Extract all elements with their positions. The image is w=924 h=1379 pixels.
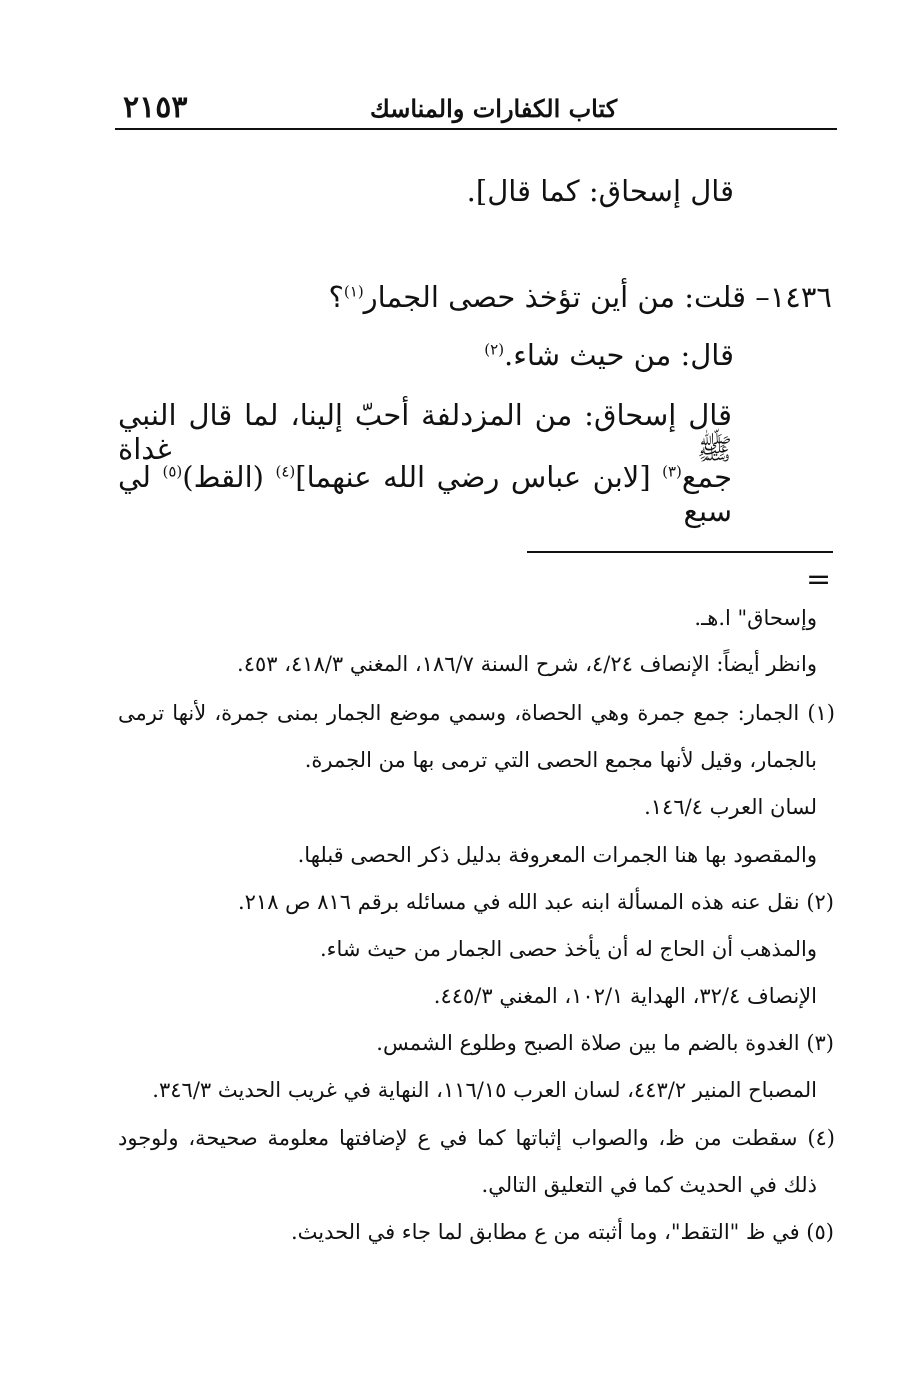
footnote-5: (٥) في ظ "التقط"، وما أثبته من ع مطابق لما جاء في الحديث. <box>290 1220 834 1244</box>
footnote-4: (٤) سقطت من ظ، والصواب إثباتها كما في ع لإضافتها معلومة صحيحة، ولوجود <box>118 1126 835 1150</box>
ishaq-text-part: (القط) <box>182 460 264 494</box>
footnote-ref-4: (٤) <box>275 462 296 481</box>
answer-line <box>484 338 734 372</box>
ishaq-line-2 <box>118 460 732 528</box>
main-line-ishaq-reply: قال إسحاق: كما قال]. <box>466 174 734 208</box>
question-number: ١٤٣٦– <box>755 280 832 314</box>
footnote-line: الإنصاف ٣٢/٤، الهداية ١٠٢/١، المغني ٤٤٥/٣. <box>433 984 817 1008</box>
question-mark: ؟ <box>328 280 344 314</box>
footnote-line: وانظر أيضاً: الإنصاف ٤/٢٤، شرح السنة ١٨٦/٧، المغني ٤١٨/٣، ٤٥٣. <box>237 652 817 676</box>
footnote-3: (٣) الغدوة بالضم ما بين صلاة الصبح وطلوع الشمس. <box>376 1031 834 1055</box>
answer-text: قال: من حيث شاء. <box>504 338 734 372</box>
continuation-mark: = <box>806 562 832 597</box>
footnote-line: ذلك في الحديث كما في التعليق التالي. <box>481 1173 817 1197</box>
footnote-ref-2: (٢) <box>484 340 505 359</box>
header-rule <box>115 128 837 130</box>
ishaq-text-part: لي سبع <box>118 460 732 528</box>
footnote-line: لسان العرب ١٤٦/٤. <box>644 795 817 819</box>
running-header <box>115 88 837 130</box>
footnote-ref-1: (١) <box>343 282 364 301</box>
footnote-separator <box>527 551 833 553</box>
ishaq-line-1: قال إسحاق: من المزدلفة أحبّ إلينا، لما قال النبي ﷺ غداة <box>118 398 732 466</box>
ishaq-text-part: [لابن عباس رضي الله عنهما] <box>295 460 651 494</box>
footnote-line: والمقصود بها هنا الجمرات المعروفة بدليل ذكر الحصى قبلها. <box>297 843 817 867</box>
footnote-line: وإسحاق" ا.هـ. <box>694 606 817 630</box>
book-title: كتاب الكفارات والمناسك <box>370 94 618 123</box>
question-text: قلت: من أين تؤخذ حصى الجمار <box>363 280 746 314</box>
footnote-line: بالجمار، وقيل لأنها مجمع الحصى التي ترمى بها من الجمرة. <box>304 748 817 772</box>
footnote-ref-3: (٣) <box>662 462 682 481</box>
page-number: ٢١٥٣ <box>123 90 188 125</box>
ishaq-text-part: جمع <box>681 460 733 494</box>
question-1436 <box>328 280 832 314</box>
footnote-line: والمذهب أن الحاج له أن يأخذ حصى الجمار من حيث شاء. <box>319 937 817 961</box>
footnote-1: (١) الجمار: جمع جمرة وهي الحصاة، وسمي موضع الجمار بمنى جمرة، لأنها ترمى <box>118 701 835 725</box>
footnote-line: المصباح المنير ٤٤٣/٢، لسان العرب ١١٦/١٥، النهاية في غريب الحديث ٣٤٦/٣. <box>152 1078 817 1102</box>
footnote-2: (٢) نقل عنه هذه المسألة ابنه عبد الله في مسائله برقم ٨١٦ ص ٢١٨. <box>237 890 834 914</box>
footnote-ref-5: (٥) <box>162 462 183 481</box>
